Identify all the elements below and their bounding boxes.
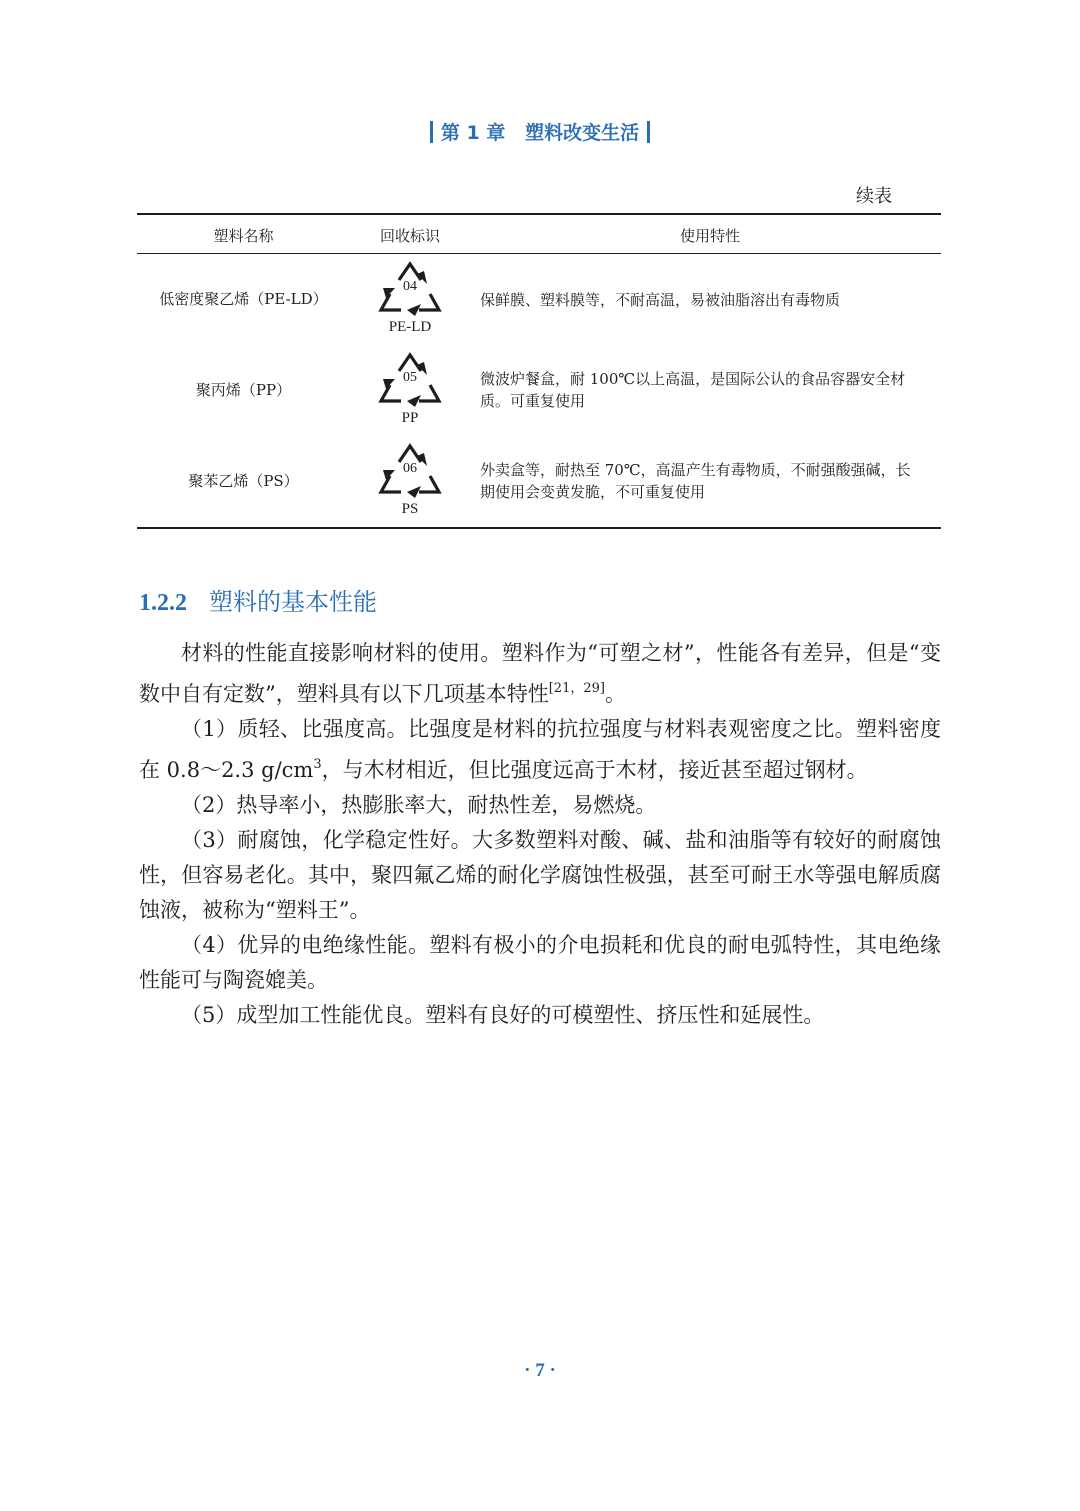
paragraph: （5）成型加工性能优良。塑料有良好的可模塑性、挤压性和延展性。	[181, 1003, 825, 1027]
paragraph: （4）优异的电绝缘性能。塑料有极小的介电损耗和优良的耐电弧特性，其电绝缘性能可与陶瓷媲美。	[139, 933, 941, 992]
recycle-code: 04	[403, 279, 417, 294]
header-left-bar	[430, 121, 433, 143]
chapter-title: 塑料改变生活	[525, 122, 640, 144]
table-row	[137, 345, 941, 436]
paragraph-text: 材料的性能直接影响材料的使用。塑料作为“可塑之材”，性能各有差异，但是“变数中自有定数”，塑料具有以下几项基本特性	[139, 641, 941, 706]
table-row	[137, 436, 941, 527]
recycle-code: 06	[403, 461, 417, 476]
column-header-symbol: 回收标识	[379, 227, 440, 245]
paragraph-end: 。	[604, 682, 626, 706]
plastic-name: 聚丙烯（PP）	[195, 381, 292, 399]
recycle-abbreviation: PS	[401, 501, 419, 517]
superscript: 3	[313, 757, 322, 772]
use-line: 微波炉餐盒，耐 100℃以上高温，是国际公认的食品容器安全材	[480, 370, 906, 388]
header-right-bar	[647, 121, 650, 143]
section-title: 塑料的基本性能	[209, 588, 377, 616]
recycle-code: 05	[403, 370, 417, 385]
paragraph-text: ，与木材相近，但比强度远高于木材，接近甚至超过钢材。	[321, 758, 868, 782]
use-line: 外卖盒等，耐热至 70℃，高温产生有毒物质，不耐强酸强碱，长	[480, 461, 911, 479]
paragraph: （2）热导率小，热膨胀率大，耐热性差，易燃烧。	[181, 793, 657, 817]
paragraph	[139, 712, 941, 788]
citation: [21，29]	[548, 681, 605, 696]
use-line: 期使用会变黄发脆，不可重复使用	[480, 483, 706, 501]
column-header-use: 使用特性	[679, 227, 740, 245]
page-number: · 7 ·	[524, 1360, 556, 1381]
table-header-row	[137, 215, 941, 254]
chapter-label: 第 1 章	[440, 122, 506, 144]
body-text	[139, 636, 941, 1033]
recycle-symbol	[377, 260, 443, 340]
section-number: 1.2.2	[139, 590, 187, 616]
plastics-table	[137, 213, 941, 529]
recycle-symbol	[377, 351, 443, 431]
use-line: 质。可重复使用	[480, 392, 586, 410]
plastic-name: 聚苯乙烯（PS）	[188, 472, 299, 490]
use-line: 保鲜膜、塑料膜等，不耐高温，易被油脂溶出有毒物质	[480, 291, 841, 309]
recycle-symbol	[377, 442, 443, 522]
plastic-name: 低密度聚乙烯（PE-LD）	[159, 290, 328, 308]
recycle-abbreviation: PP	[401, 410, 419, 426]
paragraph: （3）耐腐蚀，化学稳定性好。大多数塑料对酸、碱、盐和油脂等有较好的耐腐蚀性，但容易老化。其中，聚四氟乙烯的耐化学腐蚀性极强，甚至可耐王水等强电解质腐蚀液，被称为“塑料王”。	[139, 828, 941, 922]
paragraph-text: （1）质轻、比强度高。比强度是材料的抗拉强度与材料表观密度之比。塑料密度在 0.8～2.3 g/cm	[139, 717, 941, 782]
plastic-use	[480, 459, 940, 503]
section-heading	[139, 582, 377, 617]
plastic-use	[480, 289, 940, 311]
table-row	[137, 254, 941, 345]
recycle-abbreviation: PE-LD	[388, 319, 432, 335]
plastic-use	[480, 368, 940, 412]
running-header	[0, 118, 1080, 145]
paragraph	[139, 636, 941, 712]
column-header-name: 塑料名称	[213, 227, 274, 245]
table-continued-label: 续表	[856, 186, 892, 207]
